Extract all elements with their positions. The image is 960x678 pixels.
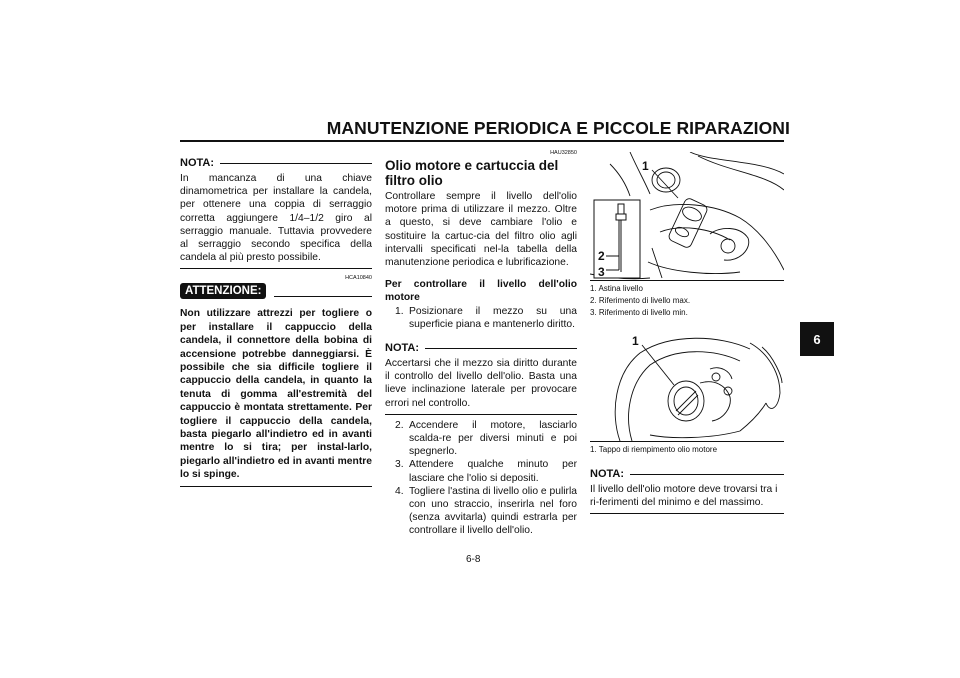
step-text: Togliere l'astina di livello olio e pulirla con uno straccio, inserirla nel foro (senza avvitarla) quindi estrarla per controllare il livello dell'olio. [409, 485, 577, 537]
page-title: MANUTENZIONE PERIODICA E PICCOLE RIPARAZIONI [326, 118, 790, 138]
attenzione-end-rule [180, 486, 372, 487]
callout-3: 3 [598, 265, 605, 279]
step-text: Accendere il motore, lasciarlo scalda-re per diversi minuti e poi spegnerlo. [409, 419, 577, 458]
section-title: Olio motore e cartuccia del filtro olio [385, 158, 559, 188]
nota-label: NOTA: [590, 468, 625, 480]
step-item [395, 458, 577, 484]
subheading: Per controllare il livello dell'olio motore [385, 279, 577, 304]
reference-code: HCA10840 [345, 275, 372, 282]
reference-code: HAU32850 [550, 150, 577, 156]
step-number: 2. [395, 419, 404, 431]
figure-rule [590, 280, 784, 281]
nota-heading [385, 342, 577, 354]
column-1 [180, 157, 372, 487]
caption-item: 3. Riferimento di livello min. [590, 308, 688, 317]
title-rule [180, 140, 784, 142]
nota-end-rule [590, 513, 784, 514]
attenzione-heading [180, 283, 372, 299]
caption-item: 1. Tappo di riempimento olio motore [590, 445, 718, 454]
chapter-tab: 6 [800, 322, 834, 356]
attenzione-text: Non utilizzare attrezzi per togliere o per installare il cappuccio della candela, il connettore della bobina di accensione potrebbe danneggiarsi. È possibile che sia difficile togliere il cappuccio della candela, in quanto la tenuta di gomma all'estremità del cappuccio è montata strettamente. Per togliere il cappuccio della candela, basta piegarlo all'indietro ed in avanti mentre lo si tira; per instal-larlo, piegarlo all'indietro ed in avanti mentre lo si spinge. [180, 308, 372, 481]
page-number: 6-8 [466, 554, 481, 565]
nota-text: Accertarsi che il mezzo sia diritto durante il controllo del livello dell'olio. Basta una lieve inclinazione laterale per provocare errori nel controllo. [385, 358, 577, 409]
nota-label: NOTA: [180, 157, 215, 169]
figure-caption-list [590, 283, 784, 319]
step-text: Posizionare il mezzo su una superficie piana e mantenerlo diritto. [409, 305, 577, 330]
attenzione-rule [274, 296, 372, 297]
nota-heading [590, 468, 784, 480]
column-2 [385, 150, 577, 538]
step-number: 1. [395, 305, 404, 317]
step-item [395, 485, 577, 538]
step-number: 3. [395, 459, 404, 471]
nota-end-rule [180, 268, 372, 269]
nota-label: NOTA: [385, 342, 420, 355]
nota-rule [220, 163, 372, 164]
caption-item: 2. Riferimento di livello max. [590, 296, 691, 305]
nota-rule [425, 348, 577, 349]
callout-2: 2 [598, 249, 605, 263]
nota-text: In mancanza di una chiave dinamometrica per installare la candela, per ottenere una coppia di serraggio corretta aggiungere 1/4–1/2 giro al serraggio manuale. Tuttavia provvedere al serraggio secondo specifica della candela al più presto possibile. [180, 173, 372, 264]
step-item [395, 419, 577, 459]
steps-list [385, 419, 577, 538]
nota-heading [180, 157, 372, 169]
step-item [385, 305, 577, 331]
callout-1: 1 [642, 159, 649, 173]
section-intro: Controllare sempre il livello dell'olio motore prima di utilizzare il mezzo. Oltre a questo, si deve cambiare l'olio e sostituire la cartuc-cia del filtro olio agli intervalli specificati nel-la tabella della manutenzione periodica e lubrificazione. [385, 191, 577, 269]
attenzione-label: ATTENZIONE: [180, 283, 266, 299]
callout-1: 1 [632, 334, 639, 348]
figure-rule [590, 441, 784, 442]
step-text: Attendere qualche minuto per lasciare che l'olio si depositi. [409, 459, 577, 484]
nota-rule [630, 474, 784, 475]
dipstick-figure [590, 152, 784, 280]
filler-cap-figure [590, 323, 784, 441]
column-3 [590, 152, 784, 514]
nota-end-rule [385, 414, 577, 415]
figure-caption-list [590, 444, 784, 456]
caption-item: 1. Astina livello [590, 284, 643, 293]
step-number: 4. [395, 485, 404, 497]
nota-text: Il livello dell'olio motore deve trovarsi tra i ri-ferimenti del minimo e del massimo. [590, 484, 778, 509]
